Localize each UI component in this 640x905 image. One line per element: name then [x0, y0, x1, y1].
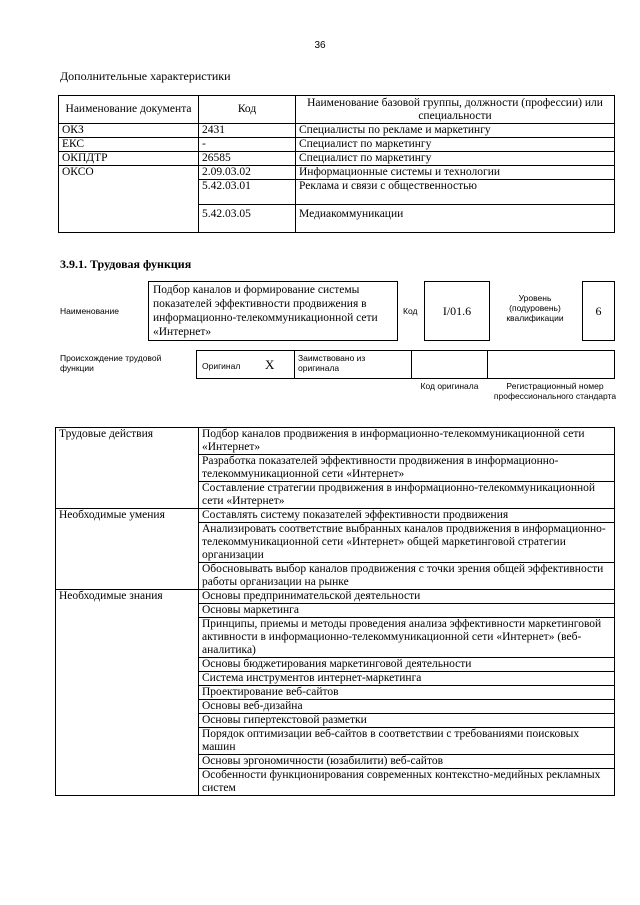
list-item: Основы гипертекстовой разметки — [199, 714, 615, 728]
header-code: Код — [199, 96, 296, 124]
code-label: Код — [403, 306, 418, 316]
table-header-row — [59, 96, 615, 124]
cell: ОКСО — [59, 166, 199, 233]
cell: ЕКС — [59, 138, 199, 152]
function-code-box: I/01.6 — [424, 281, 490, 341]
reg-number-box — [487, 350, 615, 379]
original-label: Оригинал — [202, 361, 241, 371]
cell: 26585 — [199, 152, 296, 166]
table-row — [56, 428, 615, 455]
cell: 2.09.03.02 — [199, 166, 296, 180]
cell: 5.42.03.05 — [199, 205, 296, 233]
additional-characteristics-table — [58, 95, 615, 233]
cell: ОКПДТР — [59, 152, 199, 166]
list-item: Анализировать соответствие выбранных каналов продвижения в информационно-телекоммуникационной сети «Интернет» общей маркетинговой стратегии организации — [199, 523, 615, 563]
level-label: Уровень (подуровень) квалификации — [506, 293, 564, 323]
list-item: Основы маркетинга — [199, 604, 615, 618]
origin-label: Происхождение трудовой функции — [60, 353, 162, 373]
cell: 2431 — [199, 124, 296, 138]
list-item: Обосновывать выбор каналов продвижения с точки зрения общей эффективности работы организации на рынке — [199, 563, 615, 590]
cell: - — [199, 138, 296, 152]
section-title: Дополнительные характеристики — [60, 69, 231, 83]
original-code-box — [411, 350, 488, 379]
table-row — [56, 509, 615, 523]
cell: ОКЗ — [59, 124, 199, 138]
table-row — [59, 138, 615, 152]
reg-number-caption: Регистрационный номер профессионального стандарта — [493, 381, 617, 401]
table-row — [56, 590, 615, 604]
list-item: Составлять систему показателей эффективности продвижения — [199, 509, 615, 523]
borrowed-box: Заимствовано из оригинала — [294, 350, 412, 379]
row-label-actions: Трудовые действия — [56, 428, 199, 509]
table-row — [59, 124, 615, 138]
list-item: Порядок оптимизации веб-сайтов в соответствии с требованиями поисковых машин — [199, 728, 615, 755]
list-item: Система инструментов интернет-маркетинга — [199, 672, 615, 686]
list-item: Проектирование веб-сайтов — [199, 686, 615, 700]
level-value-box: 6 — [582, 281, 615, 341]
list-item: Подбор каналов продвижения в информационно-телекоммуникационной сети «Интернет» — [199, 428, 615, 455]
cell: Медиакоммуникации — [296, 205, 615, 233]
cell: 5.42.03.01 — [199, 180, 296, 205]
list-item: Составление стратегии продвижения в информационно-телекоммуникационной сети «Интернет» — [199, 482, 615, 509]
labor-function-details-table — [55, 427, 615, 796]
list-item: Основы эргономичности (юзабилити) веб-сайтов — [199, 755, 615, 769]
row-label-knowledge: Необходимые знания — [56, 590, 199, 796]
cell: Специалист по маркетингу — [296, 152, 615, 166]
header-document: Наименование документа — [59, 96, 199, 124]
cell: Информационные системы и технологии — [296, 166, 615, 180]
table-row — [59, 152, 615, 166]
list-item: Особенности функционирования современных контекстно-медийных рекламных систем — [199, 769, 615, 796]
original-mark: X — [265, 357, 275, 372]
cell: Реклама и связи с общественностью — [296, 180, 615, 205]
list-item: Основы веб-дизайна — [199, 700, 615, 714]
labor-function-heading: 3.9.1. Трудовая функция — [60, 257, 192, 271]
row-label-skills: Необходимые умения — [56, 509, 199, 590]
cell: Специалист по маркетингу — [296, 138, 615, 152]
header-group: Наименование базовой группы, должности (профессии) или специальности — [296, 96, 615, 124]
page-number: 36 — [314, 40, 326, 51]
list-item: Основы предпринимательской деятельности — [199, 590, 615, 604]
cell: Специалисты по рекламе и маркетингу — [296, 124, 615, 138]
list-item: Разработка показателей эффективности продвижения в информационно-телекоммуникационной сети «Интернет» — [199, 455, 615, 482]
table-row — [59, 166, 615, 180]
function-name-box: Подбор каналов и формирование системы показателей эффективности продвижения в информационно-телекоммуникационной сети «Интернет» — [148, 281, 398, 341]
code-original-caption: Код оригинала — [420, 381, 479, 391]
name-label: Наименование — [60, 306, 119, 316]
list-item: Принципы, приемы и методы проведения анализа эффективности маркетинговой активности в информационно-телекоммуникационной сети «Интернет» (веб-аналитика) — [199, 618, 615, 658]
original-box — [196, 350, 295, 379]
list-item: Основы бюджетирования маркетинговой деятельности — [199, 658, 615, 672]
